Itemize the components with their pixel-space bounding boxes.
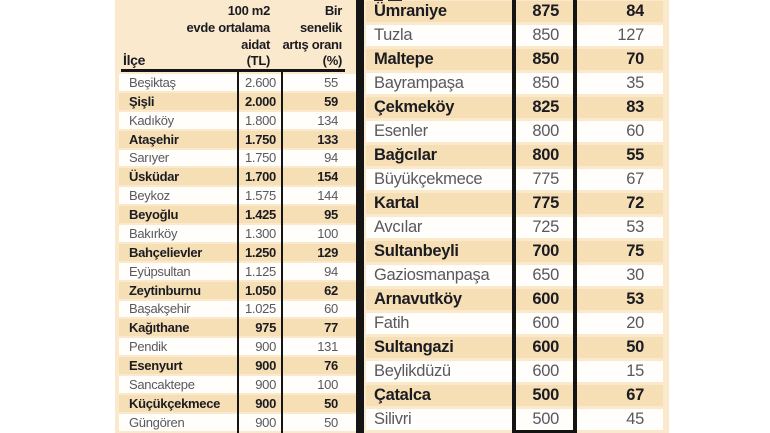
aidat-cell: 1.800 (244, 112, 276, 128)
column-rule (237, 72, 239, 433)
artis-cell: 134 (317, 112, 338, 128)
district-cell: Sultangazi (374, 338, 454, 356)
artis-cell: 67 (626, 170, 644, 188)
aidat-cell: 600 (532, 290, 559, 308)
aidat-unit-label: (TL) (246, 53, 270, 68)
artis-cell: 133 (317, 131, 338, 147)
aidat-cell: 900 (255, 395, 276, 411)
artis-column-header (272, 2, 342, 53)
artis-cell: 72 (626, 194, 644, 212)
table-split-rule (356, 0, 364, 433)
aidat-cell: 1.700 (244, 169, 276, 185)
district-cell: Bahçelievler (129, 244, 203, 260)
district-column-header: İlçe (123, 52, 146, 68)
right-table-panel (364, 0, 669, 433)
artis-cell: 94 (324, 150, 338, 166)
artis-cell: 60 (626, 122, 644, 140)
artis-cell: 62 (324, 282, 338, 298)
district-cell: Zeytinburnu (129, 282, 201, 298)
artis-cell: 50 (324, 414, 338, 430)
district-cell: Maltepe (374, 50, 434, 68)
artis-cell: 15 (626, 362, 644, 380)
district-cell: Bağcılar (374, 146, 437, 164)
aidat-cell: 900 (255, 358, 276, 374)
aidat-cell: 600 (532, 314, 559, 332)
district-cell: Sultanbeyli (374, 242, 459, 260)
aidat-cell: 850 (532, 50, 559, 68)
district-cell: Ataşehir (129, 131, 179, 147)
aidat-header-line-2: evde ortalama (186, 20, 270, 35)
aidat-cell: 1.750 (244, 150, 276, 166)
artis-cell: 144 (317, 188, 338, 204)
district-cell: Arnavutköy (374, 290, 462, 308)
artis-cell: 35 (626, 74, 644, 92)
artis-cell: 50 (324, 395, 338, 411)
district-cell: Kartal (374, 194, 419, 212)
district-cell: Çekmeköy (374, 98, 455, 116)
district-cell: Pendik (129, 339, 167, 355)
district-cell: Kadıköy (129, 112, 174, 128)
district-cell: Ümraniye (374, 2, 447, 20)
district-cell: Üsküdar (129, 169, 179, 185)
column-rule (512, 0, 516, 433)
artis-cell: 53 (626, 290, 644, 308)
artis-header-line-2: senelik (300, 20, 342, 35)
aidat-cell: 850 (532, 74, 559, 92)
artis-cell: 55 (324, 74, 338, 90)
aidat-header-line-1: 100 m2 (227, 3, 270, 18)
artis-cell: 60 (324, 301, 338, 317)
district-cell: Sarıyer (129, 150, 169, 166)
aidat-cell: 650 (532, 266, 559, 284)
artis-cell: 59 (324, 93, 338, 109)
district-cell: Sancaktepe (129, 376, 195, 392)
district-cell: Büyükçekmece (374, 170, 483, 188)
artis-cell: 45 (626, 410, 644, 428)
aidat-cell: 800 (532, 146, 559, 164)
aidat-cell: 1.750 (244, 131, 276, 147)
artis-cell: 100 (317, 225, 338, 241)
column-rule (281, 72, 283, 433)
aidat-cell: 900 (255, 414, 276, 430)
district-cell: Fatih (374, 314, 410, 332)
district-cell: Bakırköy (129, 225, 178, 241)
district-cell: Silivri (374, 410, 412, 428)
artis-cell: 154 (317, 169, 338, 185)
district-cell: Tuzla (374, 26, 413, 44)
district-cell: Avcılar (374, 218, 423, 236)
district-cell: Güngören (129, 414, 185, 430)
aidat-cell: 775 (532, 170, 559, 188)
aidat-header-line-3: aidat (241, 37, 270, 52)
district-cell: Kağıthane (129, 320, 190, 336)
aidat-cell: 775 (532, 194, 559, 212)
artis-header-line-3: artış oranı (282, 37, 342, 52)
artis-cell: 75 (626, 242, 644, 260)
aidat-cell: 1.125 (244, 263, 276, 279)
aidat-cell: 1.250 (244, 244, 276, 260)
district-cell: Beşiktaş (129, 74, 176, 90)
artis-cell: 30 (626, 266, 644, 284)
district-cell: Esenyurt (129, 358, 183, 374)
artis-cell: 94 (324, 263, 338, 279)
artis-cell: 76 (324, 358, 338, 374)
district-cell: Bayrampaşa (374, 74, 464, 92)
aidat-cell: 2.000 (244, 93, 276, 109)
artis-cell: 83 (626, 98, 644, 116)
artis-cell: 70 (626, 50, 644, 68)
artis-cell: 20 (626, 314, 644, 332)
aidat-cell: 500 (532, 386, 559, 404)
district-cell: Şişli (129, 93, 155, 109)
aidat-cell: 875 (532, 2, 559, 20)
aidat-cell: 500 (532, 410, 559, 428)
artis-cell: 100 (317, 376, 338, 392)
district-cell: Beylikdüzü (374, 362, 451, 380)
aidat-cell: 725 (532, 218, 559, 236)
artis-cell: 84 (626, 2, 644, 20)
aidat-cell: 1.575 (244, 188, 276, 204)
aidat-cell: 900 (255, 339, 276, 355)
aidat-cell: 1.050 (244, 282, 276, 298)
header-underline (121, 69, 345, 72)
artis-header-line-1: Bir (324, 3, 342, 18)
artis-cell: 131 (317, 339, 338, 355)
artis-cell: 95 (324, 207, 338, 223)
artis-cell: 77 (324, 320, 338, 336)
aidat-cell: 900 (255, 376, 276, 392)
aidat-cell: 700 (532, 242, 559, 260)
aidat-cell: 975 (255, 320, 276, 336)
district-cell: Beykoz (129, 188, 170, 204)
district-cell: Gaziosmanpaşa (374, 266, 490, 284)
aidat-column-header (115, 2, 270, 53)
artis-cell: 127 (617, 26, 644, 44)
aidat-cell: 1.300 (244, 225, 276, 241)
artis-cell: 67 (626, 386, 644, 404)
artis-cell: 50 (626, 338, 644, 356)
district-cell: Esenler (374, 122, 428, 140)
aidat-cell: 1.025 (244, 301, 276, 317)
district-cell: Başakşehir (129, 301, 191, 317)
district-cell: Çatalca (374, 386, 431, 404)
column-rule (573, 0, 577, 433)
district-cell: Beyoğlu (129, 207, 179, 223)
aidat-cell: 850 (532, 26, 559, 44)
aidat-cell: 1.425 (244, 207, 276, 223)
aidat-cell: 800 (532, 122, 559, 140)
district-cell: Eyüpsultan (129, 263, 191, 279)
aidat-cell: 825 (532, 98, 559, 116)
artis-unit-label: (%) (322, 53, 342, 68)
artis-cell: 55 (626, 146, 644, 164)
artis-cell: 53 (626, 218, 644, 236)
artis-cell: 129 (317, 244, 338, 260)
left-table-panel (115, 0, 356, 433)
aidat-cell: 600 (532, 362, 559, 380)
aidat-cell: 2.600 (244, 74, 276, 90)
aidat-cell: 600 (532, 338, 559, 356)
district-cell: Küçükçekmece (129, 395, 221, 411)
